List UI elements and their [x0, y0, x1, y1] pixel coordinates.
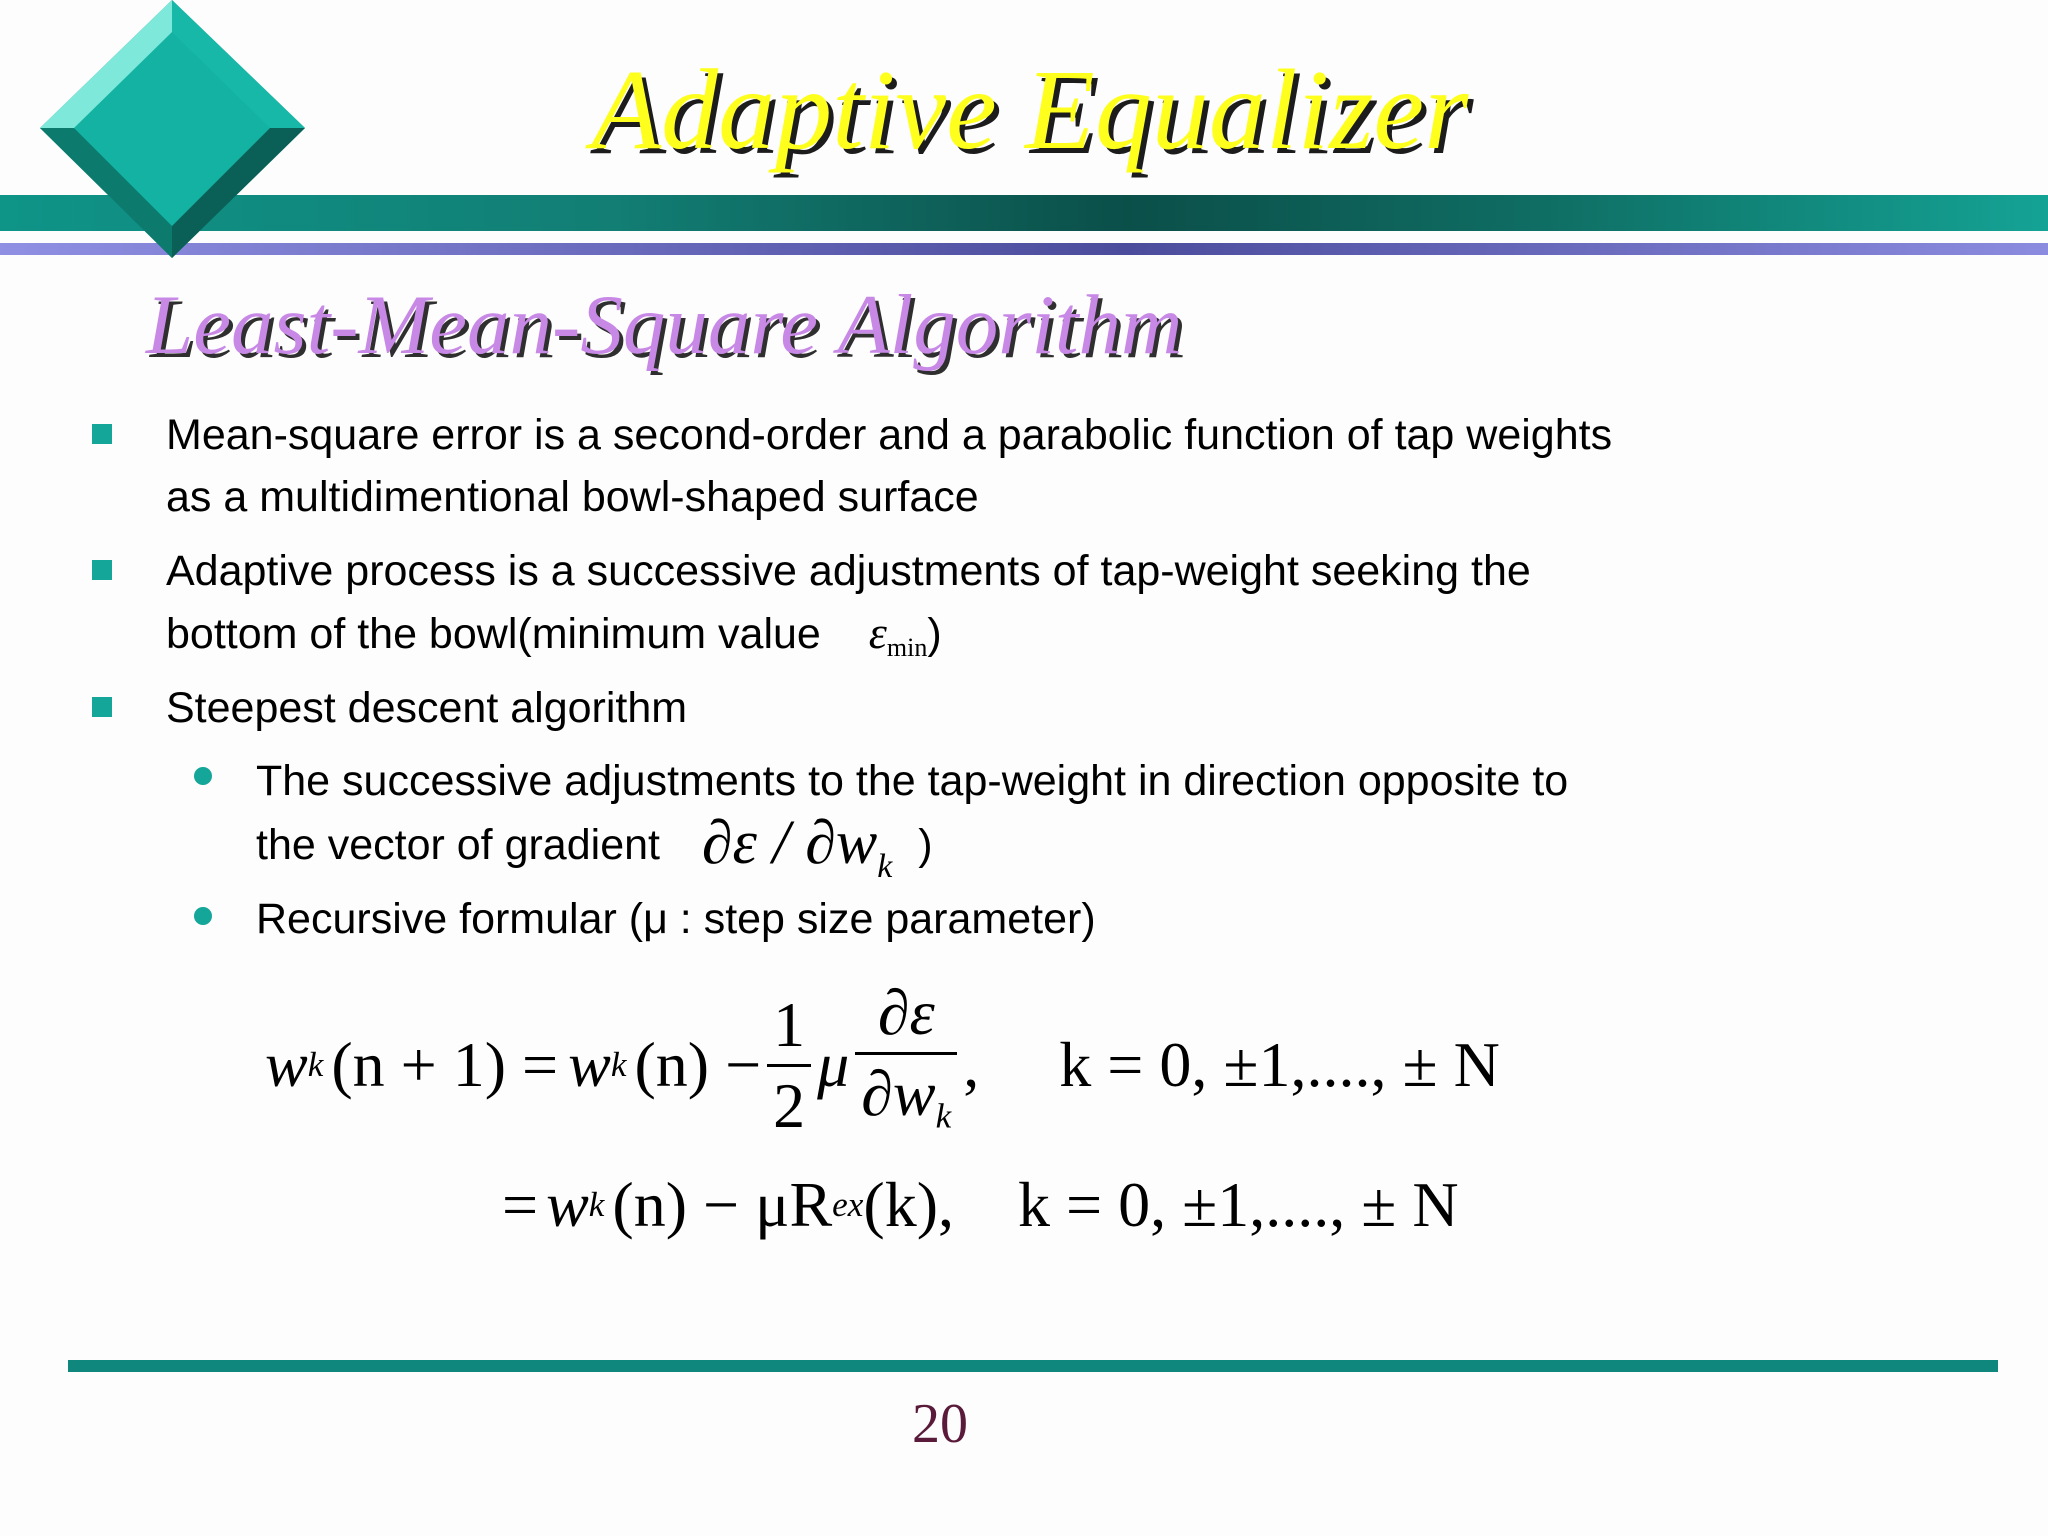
bullet-2-line-2-text: bottom of the bowl(minimum value — [166, 610, 821, 658]
eq-lhs-arg: (n + 1) = — [331, 1029, 559, 1100]
sub-bullet-marker — [194, 907, 212, 925]
header-band — [0, 195, 2048, 231]
slide-title: Adaptive Equalizer — [591, 46, 1469, 173]
bullet-2-line-1: Adaptive process is a successive adjustments of tap-weight seeking the — [166, 547, 1531, 595]
eq-range-1: , k = 0, ±1,...., ± N — [963, 1029, 1500, 1100]
equation-line-2: = w k (n) − μR ex (k), k = 0, ±1,...., ± N — [502, 1169, 1459, 1240]
epsilon-min-symbol: εmin — [868, 607, 928, 662]
bullet-3-line-1: Steepest descent algorithm — [166, 684, 688, 732]
fraction-one-half: $\frac{1}{2}$ — [767, 986, 811, 1145]
eq-rhs-w: w — [568, 1029, 611, 1100]
eq-w: w — [265, 1029, 308, 1100]
sub-bullet-1-line-1: The successive adjustments to the tap-weight in direction opposite to — [256, 757, 1569, 805]
fraction-gradient: $\frac{\partial\varepsilon}{\partial w_k}$ — [855, 974, 957, 1155]
eq2-w: w — [546, 1169, 589, 1240]
bullet-marker — [92, 424, 112, 444]
bullet-2-line-2 — [166, 602, 942, 679]
equation-line-1: w k (n + 1) = w k (n) − $\frac{1}{2}$ μ $\frac{\partial\varepsilon}{\partial w_k}$ , k = 0, ±1,...., ± N — [265, 975, 1500, 1155]
sub-bullet-1-line-2-text: the vector of gradient — [256, 821, 660, 869]
slide-subtitle: Least-Mean-Square Algorithm — [146, 278, 1183, 372]
bullet-2-close-paren: ) — [927, 610, 942, 658]
bullet-marker — [92, 560, 112, 580]
sub-bullet-2-text: Recursive formular (μ : step size parameter) — [256, 895, 1096, 943]
footer-rule — [68, 1360, 1998, 1372]
sub-bullet-1-close-paren: ) — [918, 821, 933, 869]
eq2-mid: (n) − μR — [612, 1169, 833, 1240]
bullet-1-line-1: Mean-square error is a second-order and a parabolic function of tap weights — [166, 411, 1613, 459]
sub-bullet-marker — [194, 767, 212, 785]
eq-rhs-arg: (n) − — [634, 1029, 762, 1100]
page-number: 20 — [912, 1393, 968, 1455]
gradient-symbol: $\partial\varepsilon / \partial w_k$ — [701, 809, 893, 885]
bullet-marker — [92, 697, 112, 717]
eq-mu: μ — [817, 1029, 850, 1100]
eq-range-2: (k), k = 0, ±1,...., ± N — [863, 1169, 1459, 1240]
diamond-logo — [40, 0, 305, 258]
header-rule — [0, 243, 2048, 255]
sub-bullet-1-line-2 — [256, 809, 933, 898]
bullet-1-line-2: as a multidimentional bowl-shaped surface — [166, 473, 979, 521]
